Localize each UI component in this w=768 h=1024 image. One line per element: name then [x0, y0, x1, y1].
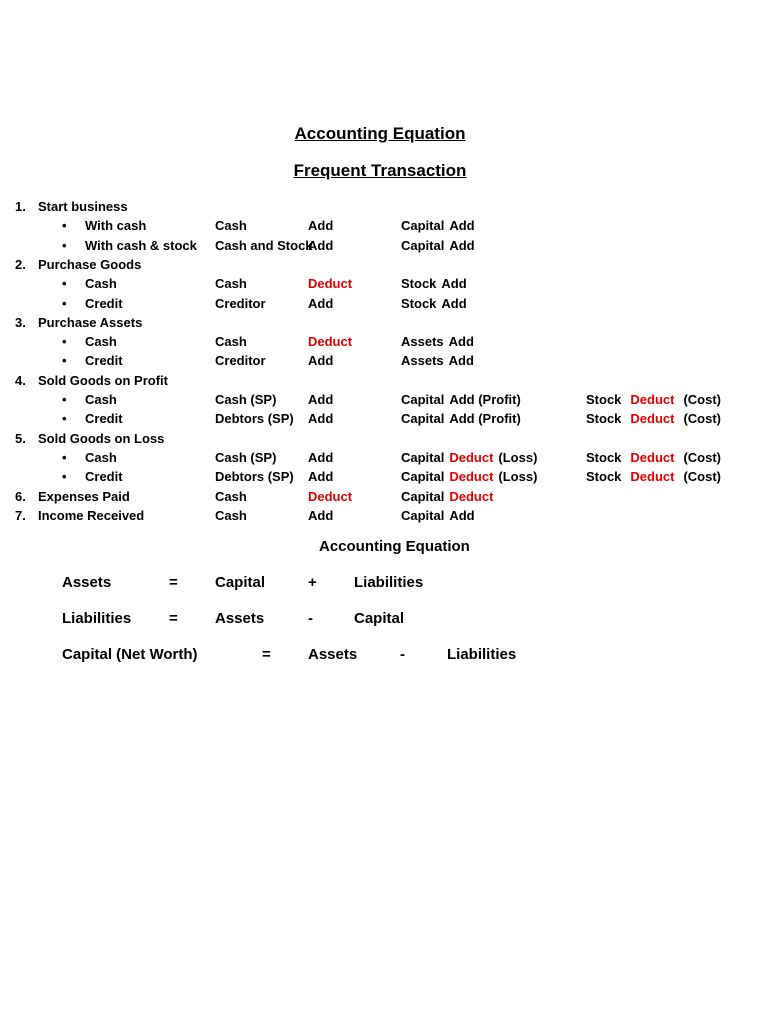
deduct-text: Deduct: [630, 469, 675, 485]
section-label: Start business: [38, 199, 128, 214]
section-label: Purchase Assets: [38, 314, 143, 330]
bullet-icon: •: [62, 295, 67, 311]
effect-col: [308, 410, 333, 428]
deduct-text: Deduct: [630, 392, 675, 407]
bullet-icon: •: [62, 392, 67, 407]
eq-lhs: Liabilities: [62, 610, 132, 627]
section-number: 7.: [15, 507, 26, 523]
capital-col-part: Add: [441, 295, 467, 311]
effect-col-part: Add: [308, 237, 334, 253]
section-number: 5.: [15, 430, 26, 446]
capital-col-part: Capital: [401, 449, 445, 465]
capital-col: [401, 295, 467, 313]
deduct-text: Deduct: [449, 469, 494, 485]
eq-lhs: Assets: [62, 574, 112, 591]
bullet-icon: •: [62, 237, 67, 253]
capital-col-part: Capital: [401, 218, 445, 234]
deduct-text: Deduct: [308, 334, 353, 350]
section-label: Sold Goods on Profit: [38, 372, 168, 388]
equation-heading: Accounting Equation: [319, 538, 470, 555]
capital-col-part: Add: [449, 237, 475, 253]
item-label: Credit: [85, 295, 123, 311]
capital-col: [401, 352, 474, 370]
bullet-icon: •: [62, 449, 67, 465]
page-title: Accounting Equation: [294, 124, 466, 143]
capital-col-part: Add: [449, 507, 475, 523]
eq-operator: +: [308, 574, 317, 591]
capital-col: [401, 488, 493, 506]
effect-col: [308, 468, 333, 486]
capital-col-part: Add: [448, 353, 474, 369]
stock-col-part: Stock: [586, 411, 622, 427]
stock-col: [586, 391, 721, 409]
account-col: Cash: [215, 218, 247, 234]
account-col: Debtors (SP): [215, 411, 294, 427]
eq-term-b: Capital: [354, 610, 405, 627]
equation-row-3: [0, 646, 768, 666]
section-label: Purchase Goods: [38, 256, 142, 272]
capital-col-part: Add (Profit): [449, 392, 521, 407]
item-label: Credit: [85, 411, 123, 427]
effect-col: [308, 217, 333, 235]
eq-equals: =: [169, 574, 178, 591]
account-col: Cash: [215, 334, 247, 350]
capital-col-part: Add: [448, 334, 474, 350]
section-label: Sold Goods on Loss: [38, 430, 165, 446]
capital-col: [401, 449, 537, 467]
equation-row-2: [0, 610, 768, 630]
capital-col-part: (Loss): [498, 469, 538, 485]
effect-col-part: Add: [308, 449, 334, 465]
item-label: Cash: [85, 449, 117, 465]
stock-col: [586, 449, 721, 467]
deduct-text: Deduct: [308, 276, 353, 292]
effect-col: [308, 391, 333, 409]
eq-lhs: Capital (Net Worth): [62, 646, 198, 663]
capital-col: [401, 468, 537, 486]
capital-col-part: Assets: [401, 353, 444, 369]
bullet-icon: •: [62, 218, 67, 234]
capital-col-part: Capital: [401, 392, 445, 407]
section-label: Income Received: [38, 507, 145, 523]
deduct-text: Deduct: [630, 449, 675, 465]
account-col: Creditor: [215, 353, 266, 369]
stock-col-part: Stock: [586, 392, 622, 407]
effect-col-part: Add: [308, 295, 334, 311]
item-label: Cash: [85, 276, 117, 292]
account-col: Cash: [215, 507, 247, 523]
item-label: With cash: [85, 218, 147, 234]
effect-col-part: Add: [308, 353, 334, 369]
capital-col-part: Assets: [401, 334, 444, 350]
capital-col-part: Add: [441, 276, 467, 292]
bullet-icon: •: [62, 276, 67, 292]
stock-col-part: Stock: [586, 449, 622, 465]
capital-col-part: (Loss): [498, 449, 538, 465]
page-subtitle: Frequent Transaction: [293, 161, 467, 180]
stock-col-part: (Cost): [683, 469, 722, 485]
account-col: Cash (SP): [215, 449, 277, 465]
account-col: Cash and Stock: [215, 237, 313, 253]
stock-col: [586, 468, 721, 486]
effect-col-part: Add: [308, 507, 334, 523]
eq-term-b: Liabilities: [447, 646, 517, 663]
effect-col: [308, 352, 333, 370]
item-label: With cash & stock: [85, 237, 197, 253]
stock-col-part: (Cost): [683, 392, 722, 407]
item-label: Cash: [85, 392, 117, 407]
effect-col: [308, 507, 333, 525]
capital-col-part: Capital: [401, 469, 445, 485]
eq-operator: -: [400, 646, 405, 663]
bullet-icon: •: [62, 411, 67, 427]
section-number: 3.: [15, 314, 26, 330]
account-col: Cash: [215, 276, 247, 292]
capital-col: [401, 275, 467, 293]
section-number: 6.: [15, 488, 26, 504]
account-col: Debtors (SP): [215, 469, 294, 485]
item-label: Credit: [85, 469, 123, 485]
eq-term-a: Assets: [215, 610, 265, 627]
capital-col: [401, 410, 521, 428]
effect-col-part: Add: [308, 392, 334, 407]
account-col: Cash (SP): [215, 392, 277, 407]
deduct-text: Deduct: [449, 449, 494, 465]
deduct-text: Deduct: [630, 411, 675, 427]
capital-col-part: Capital: [401, 411, 445, 427]
effect-col-part: Add: [308, 469, 334, 485]
eq-term-a: Assets: [308, 646, 358, 663]
effect-col-part: Add: [308, 218, 334, 234]
stock-col: [586, 410, 721, 428]
effect-col: [308, 295, 333, 313]
effect-col: [308, 488, 352, 506]
capital-col-part: Add (Profit): [449, 411, 521, 427]
capital-col-part: Capital: [401, 488, 445, 504]
capital-col: [401, 507, 475, 525]
capital-col-part: Add: [449, 218, 475, 234]
section-number: 4.: [15, 372, 26, 388]
capital-col: [401, 217, 475, 235]
bullet-icon: •: [62, 353, 67, 369]
eq-operator: -: [308, 610, 313, 627]
effect-col: [308, 449, 333, 467]
deduct-text: Deduct: [308, 488, 353, 504]
account-col: Cash: [215, 488, 247, 504]
item-label: Cash: [85, 334, 117, 350]
effect-col: [308, 333, 352, 351]
equation-row-1: [0, 574, 768, 594]
item-label: Credit: [85, 353, 123, 369]
stock-col-part: (Cost): [683, 449, 722, 465]
section-number: 2.: [15, 256, 26, 272]
eq-term-b: Liabilities: [354, 574, 424, 591]
effect-col: [308, 275, 352, 293]
capital-col-part: Capital: [401, 507, 445, 523]
bullet-icon: •: [62, 334, 67, 350]
eq-term-a: Capital: [215, 574, 266, 591]
stock-col-part: Stock: [586, 469, 622, 485]
capital-col: [401, 237, 475, 255]
section-label: Expenses Paid: [38, 488, 130, 504]
capital-col: [401, 333, 474, 351]
capital-col-part: Stock: [401, 295, 437, 311]
effect-col: [308, 237, 333, 255]
capital-col-part: Stock: [401, 276, 437, 292]
eq-equals: =: [262, 646, 271, 663]
stock-col-part: (Cost): [683, 411, 722, 427]
section-number: 1.: [15, 199, 26, 214]
eq-equals: =: [169, 610, 178, 627]
capital-col-part: Capital: [401, 237, 445, 253]
account-col: Creditor: [215, 295, 266, 311]
capital-col: [401, 391, 521, 409]
deduct-text: Deduct: [449, 488, 494, 504]
effect-col-part: Add: [308, 411, 334, 427]
bullet-icon: •: [62, 469, 67, 485]
